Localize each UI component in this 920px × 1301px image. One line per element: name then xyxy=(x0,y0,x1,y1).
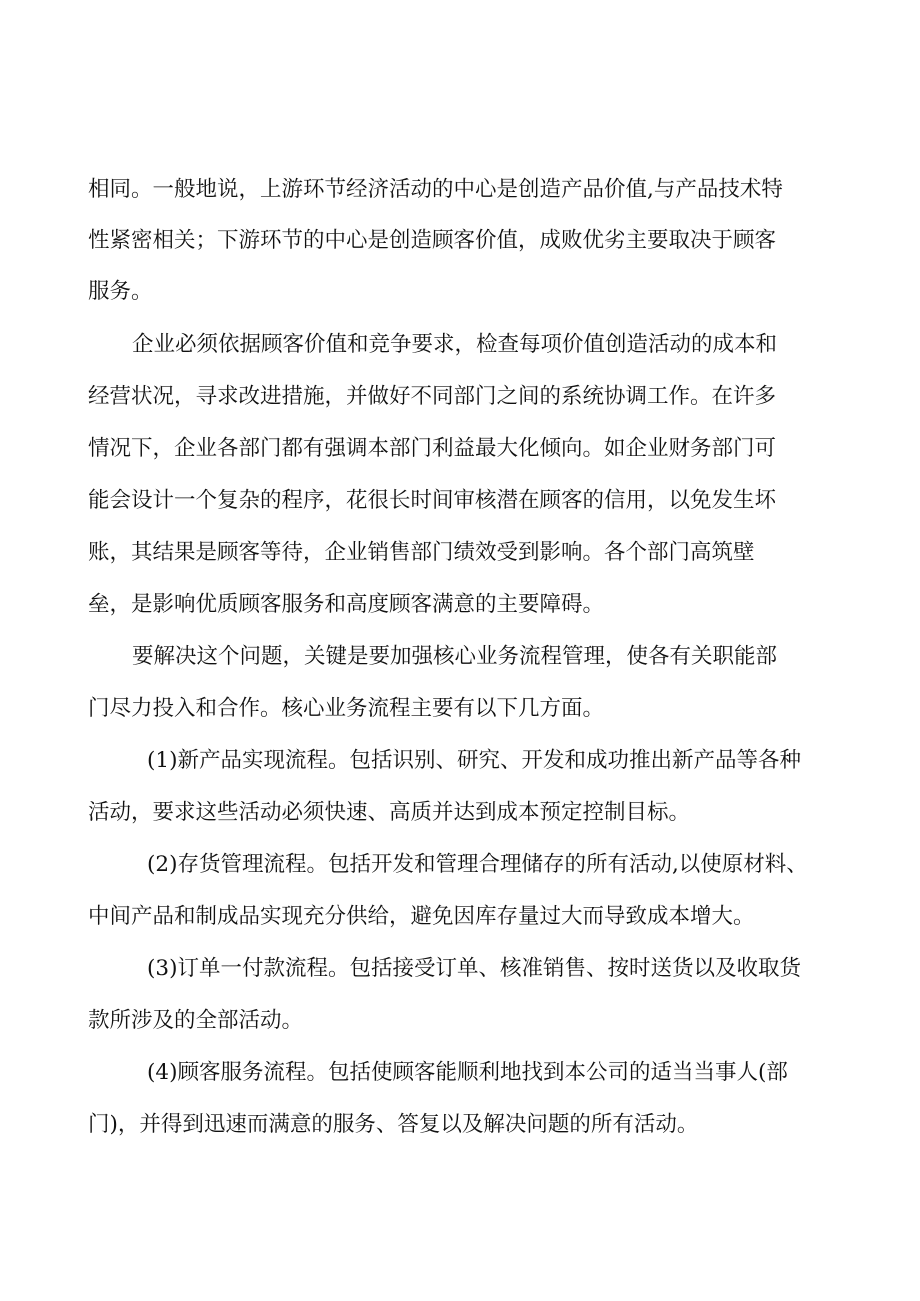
text-line: 服务。 xyxy=(88,279,153,304)
text-line: 性紧密相关；下游环节的中心是创造顾客价值，成败优劣主要取决于顾客 xyxy=(88,228,777,253)
text-line: 企业必须依据顾客价值和竞争要求，检查每项价值创造活动的成本和 xyxy=(132,332,778,357)
list-item-line: (4)顾客服务流程。包括使顾客能顺利地找到本公司的适当当事人(部 xyxy=(147,1060,788,1085)
text-line: 活动，要求这些活动必须快速、高质并达到成本预定控制目标。 xyxy=(88,800,691,825)
text-line: 账，其结果是顾客等待，企业销售部门绩效受到影响。各个部门高筑壁 xyxy=(88,540,755,565)
text-line: 要解决这个问题，关键是要加强核心业务流程管理，使各有关职能部 xyxy=(132,644,778,669)
list-item-line: (2)存货管理流程。包括开发和管理合理储存的所有活动,以使原材料、 xyxy=(147,852,808,877)
text-line: 能会设计一个复杂的程序，花很长时间审核潜在顾客的信用，以免发生坏 xyxy=(88,488,777,513)
text-line: 相同。一般地说，上游环节经济活动的中心是创造产品价值,与产品技术特 xyxy=(88,177,783,202)
list-item-line: (1)新产品实现流程。包括识别、研究、开发和成功推出新产品等各种 xyxy=(147,748,801,773)
text-line: 垒，是影响优质顾客服务和高度顾客满意的主要障碍。 xyxy=(88,592,605,617)
text-line: 经营状况，寻求改进措施，并做好不同部门之间的系统协调工作。在许多 xyxy=(88,384,777,409)
text-line: 中间产品和制成品实现充分供给，避免因库存量过大而导致成本增大。 xyxy=(88,904,755,929)
list-item-line: (3)订单一付款流程。包括接受订单、核准销售、按时送货以及收取货 xyxy=(147,956,801,981)
text-line: 情况下，企业各部门都有强调本部门利益最大化倾向。如企业财务部门可 xyxy=(88,436,777,461)
text-line: 门)，并得到迅速而满意的服务、答复以及解决问题的所有活动。 xyxy=(88,1112,699,1137)
text-line: 门尽力投入和合作。核心业务流程主要有以下几方面。 xyxy=(88,696,605,721)
text-line: 款所涉及的全部活动。 xyxy=(88,1008,304,1033)
